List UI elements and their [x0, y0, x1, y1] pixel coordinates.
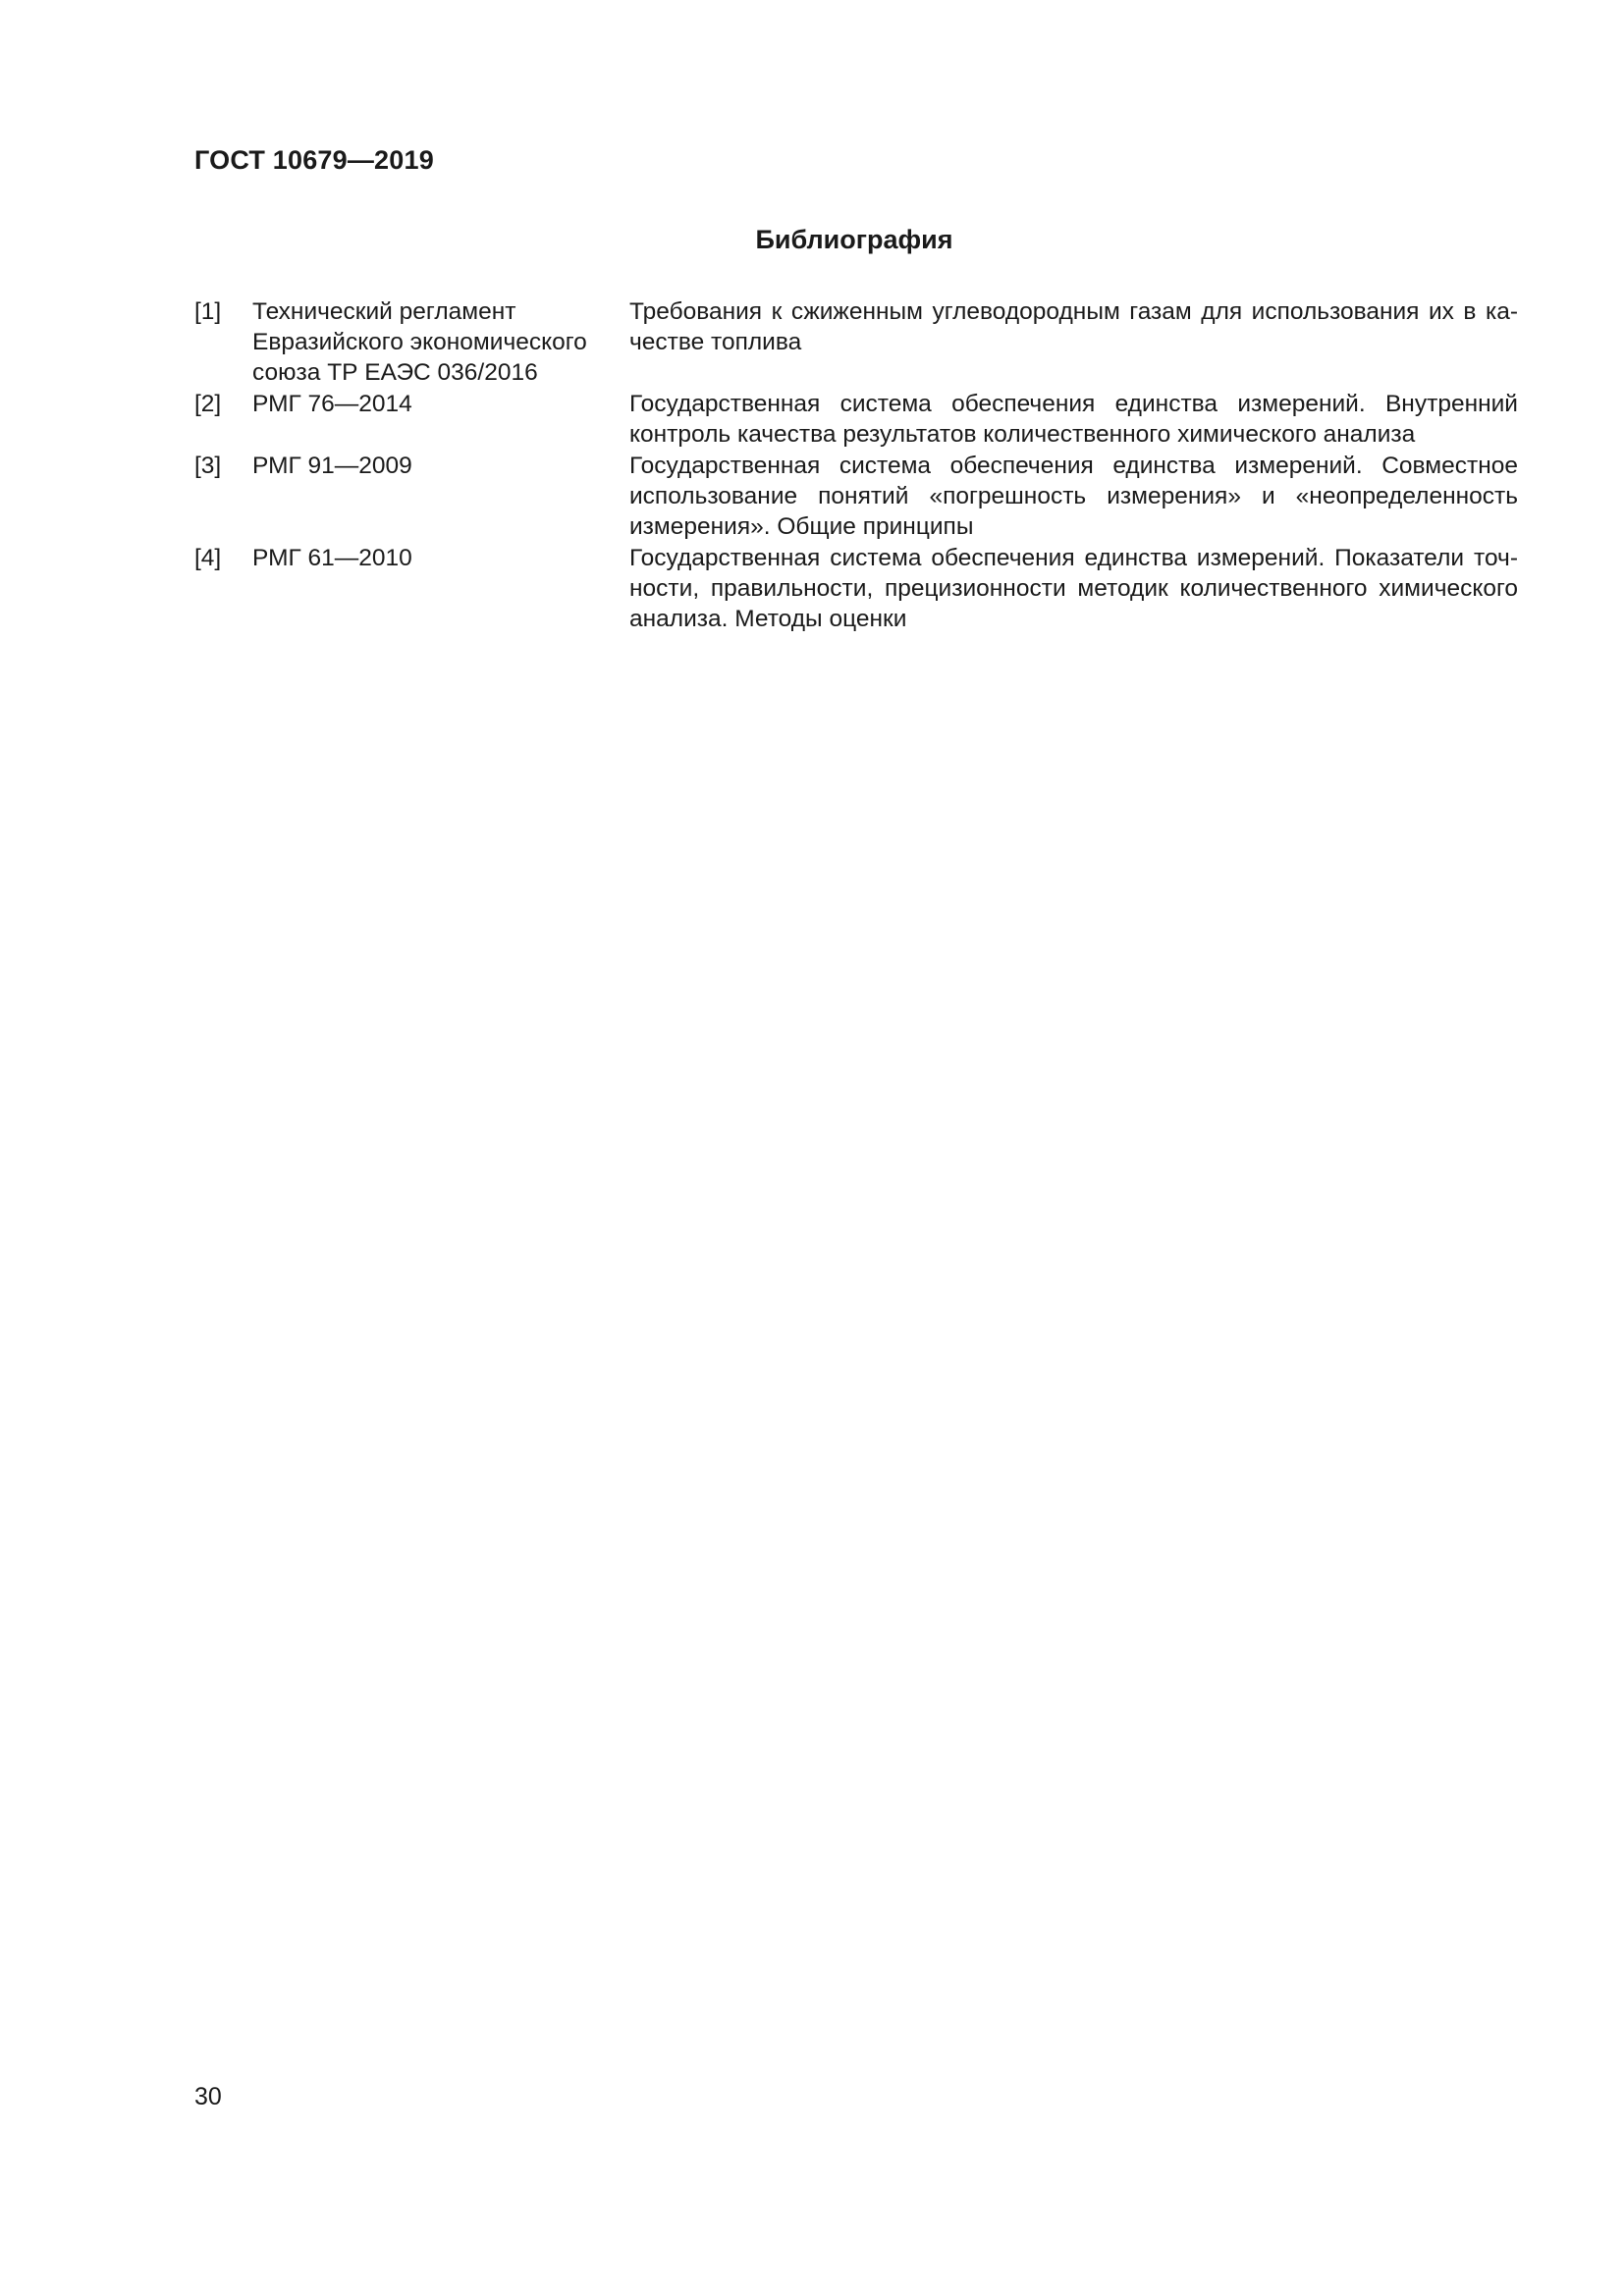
reference-number: [2] [194, 391, 222, 417]
reference-description: Государственная система обеспечения единства измерений. Внутренний контроль качества результатов количественного химического анализа [629, 391, 1518, 448]
reference-source: РМГ 76—2014 [252, 391, 412, 417]
bibliography-entry [194, 296, 1518, 388]
reference-number: [1] [194, 298, 222, 325]
reference-description: Государственная система обеспечения единства измерений. Совместное использование понятий «погрешность измерения» и «неопределенность измерения». Общие принципы [629, 453, 1518, 540]
reference-number: [3] [194, 453, 222, 479]
bibliography-list [194, 296, 1518, 635]
reference-description: Государственная система обеспечения единства измерений. Показатели точности, правильности, прецизионности методик количественного химического анализа. Методы оценки [629, 545, 1518, 632]
reference-number: [4] [194, 545, 222, 571]
document-id: ГОСТ 10679—2019 [194, 145, 434, 175]
section-title: Библиография [755, 225, 953, 254]
reference-source: Технический регламент Евразийского экономического союза ТР ЕАЭС 036/2016 [252, 298, 587, 386]
bibliography-entry [194, 451, 1518, 542]
reference-source: РМГ 61—2010 [252, 545, 412, 571]
reference-description: Требования к сжиженным углеводородным газам для использования их в качестве топлива [629, 298, 1518, 355]
page-number: 30 [194, 2083, 222, 2110]
bibliography-entry [194, 543, 1518, 634]
bibliography-entry [194, 389, 1518, 450]
reference-source: РМГ 91—2009 [252, 453, 412, 479]
